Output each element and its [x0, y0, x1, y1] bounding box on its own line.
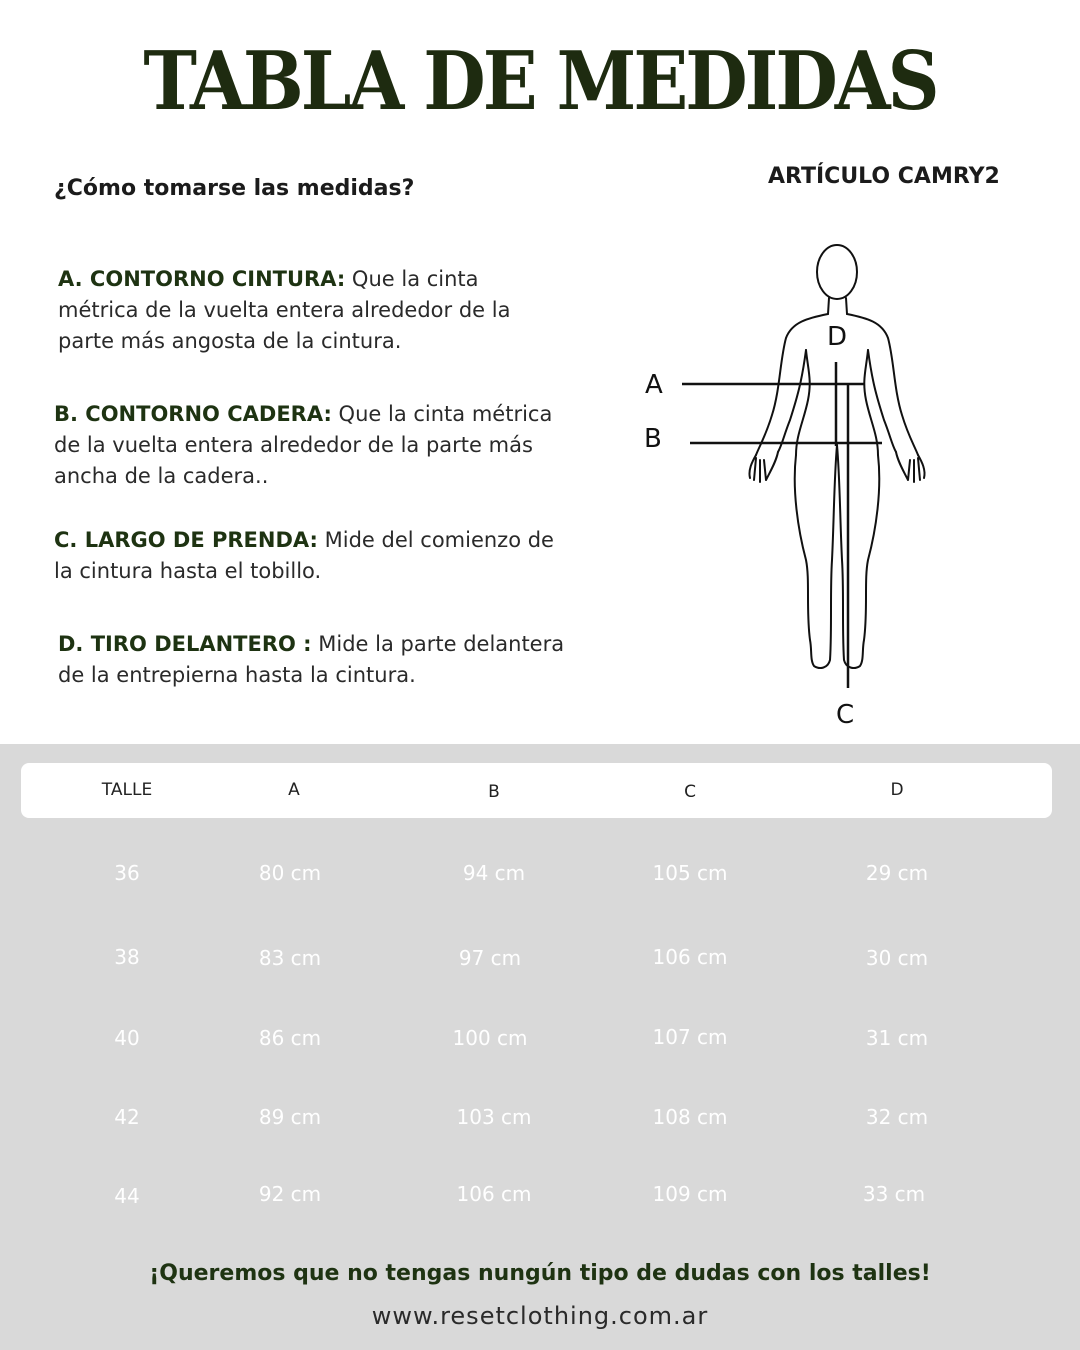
body-figure — [620, 230, 960, 740]
table-cell: 33 cm — [862, 1182, 926, 1206]
figure-label-d: D — [827, 322, 848, 352]
table-cell: 92 cm — [258, 1182, 322, 1206]
footer-message: ¡Queremos que no tengas nungún tipo de dudas con los talles! — [149, 1261, 931, 1286]
table-cell: 94 cm — [462, 861, 526, 885]
table-cell: 89 cm — [258, 1105, 322, 1129]
figure-label-c: C — [836, 700, 855, 730]
table-cell: 108 cm — [652, 1105, 728, 1129]
table-cell: 86 cm — [258, 1026, 322, 1050]
table-cell: 106 cm — [456, 1182, 532, 1206]
table-cell: 83 cm — [258, 946, 322, 970]
instruction-b — [54, 399, 574, 492]
table-cell: 97 cm — [458, 946, 522, 970]
instruction-label: D. TIRO DELANTERO : — [58, 632, 312, 656]
table-cell: 44 — [114, 1184, 140, 1208]
table-cell: 107 cm — [652, 1025, 728, 1049]
table-cell: 80 cm — [258, 861, 322, 885]
column-header-talle: TALLE — [101, 780, 153, 800]
column-header-b: B — [488, 782, 500, 802]
table-cell: 100 cm — [452, 1026, 528, 1050]
figure-label-a: A — [645, 370, 663, 400]
table-cell: 38 — [114, 945, 140, 969]
column-header-a: A — [288, 780, 300, 800]
table-cell: 32 cm — [865, 1105, 929, 1129]
table-cell: 40 — [114, 1026, 140, 1050]
instruction-label: C. LARGO DE PRENDA: — [54, 528, 318, 552]
table-cell: 103 cm — [456, 1105, 532, 1129]
instruction-text: Que la cinta métrica de la vuelta entera alrededor de la parte más angosta de la cintura. — [58, 267, 511, 353]
page-title: TABLA DE MEDIDAS — [143, 32, 937, 129]
body-outline-icon — [620, 230, 960, 740]
table-cell: 106 cm — [652, 945, 728, 969]
column-header-c: C — [684, 782, 696, 802]
table-cell: 30 cm — [865, 946, 929, 970]
column-header-d: D — [890, 780, 904, 800]
instruction-label: A. CONTORNO CINTURA: — [58, 267, 346, 291]
how-to-heading: ¿Cómo tomarse las medidas? — [54, 176, 415, 201]
table-cell: 29 cm — [865, 861, 929, 885]
article-name: ARTÍCULO CAMRY2 — [768, 164, 1000, 189]
instruction-c — [54, 525, 574, 587]
instruction-text: Mide del comienzo de la cintura hasta el tobillo. — [54, 528, 554, 583]
instruction-d — [58, 629, 578, 691]
website-link[interactable]: www.resetclothing.com.ar — [371, 1302, 709, 1330]
instruction-text: Mide la parte delantera de la entrepierna hasta la cintura. — [58, 632, 565, 687]
figure-label-b: B — [644, 424, 662, 454]
table-cell: 42 — [114, 1105, 140, 1129]
table-cell: 31 cm — [865, 1026, 929, 1050]
table-cell: 36 — [114, 861, 140, 885]
instruction-a — [58, 264, 538, 357]
table-cell: 109 cm — [652, 1182, 728, 1206]
instruction-label: B. CONTORNO CADERA: — [54, 402, 332, 426]
instruction-text: Que la cinta métrica de la vuelta entera alrededor de la parte más ancha de la cadera.. — [54, 402, 553, 488]
table-cell: 105 cm — [652, 861, 728, 885]
